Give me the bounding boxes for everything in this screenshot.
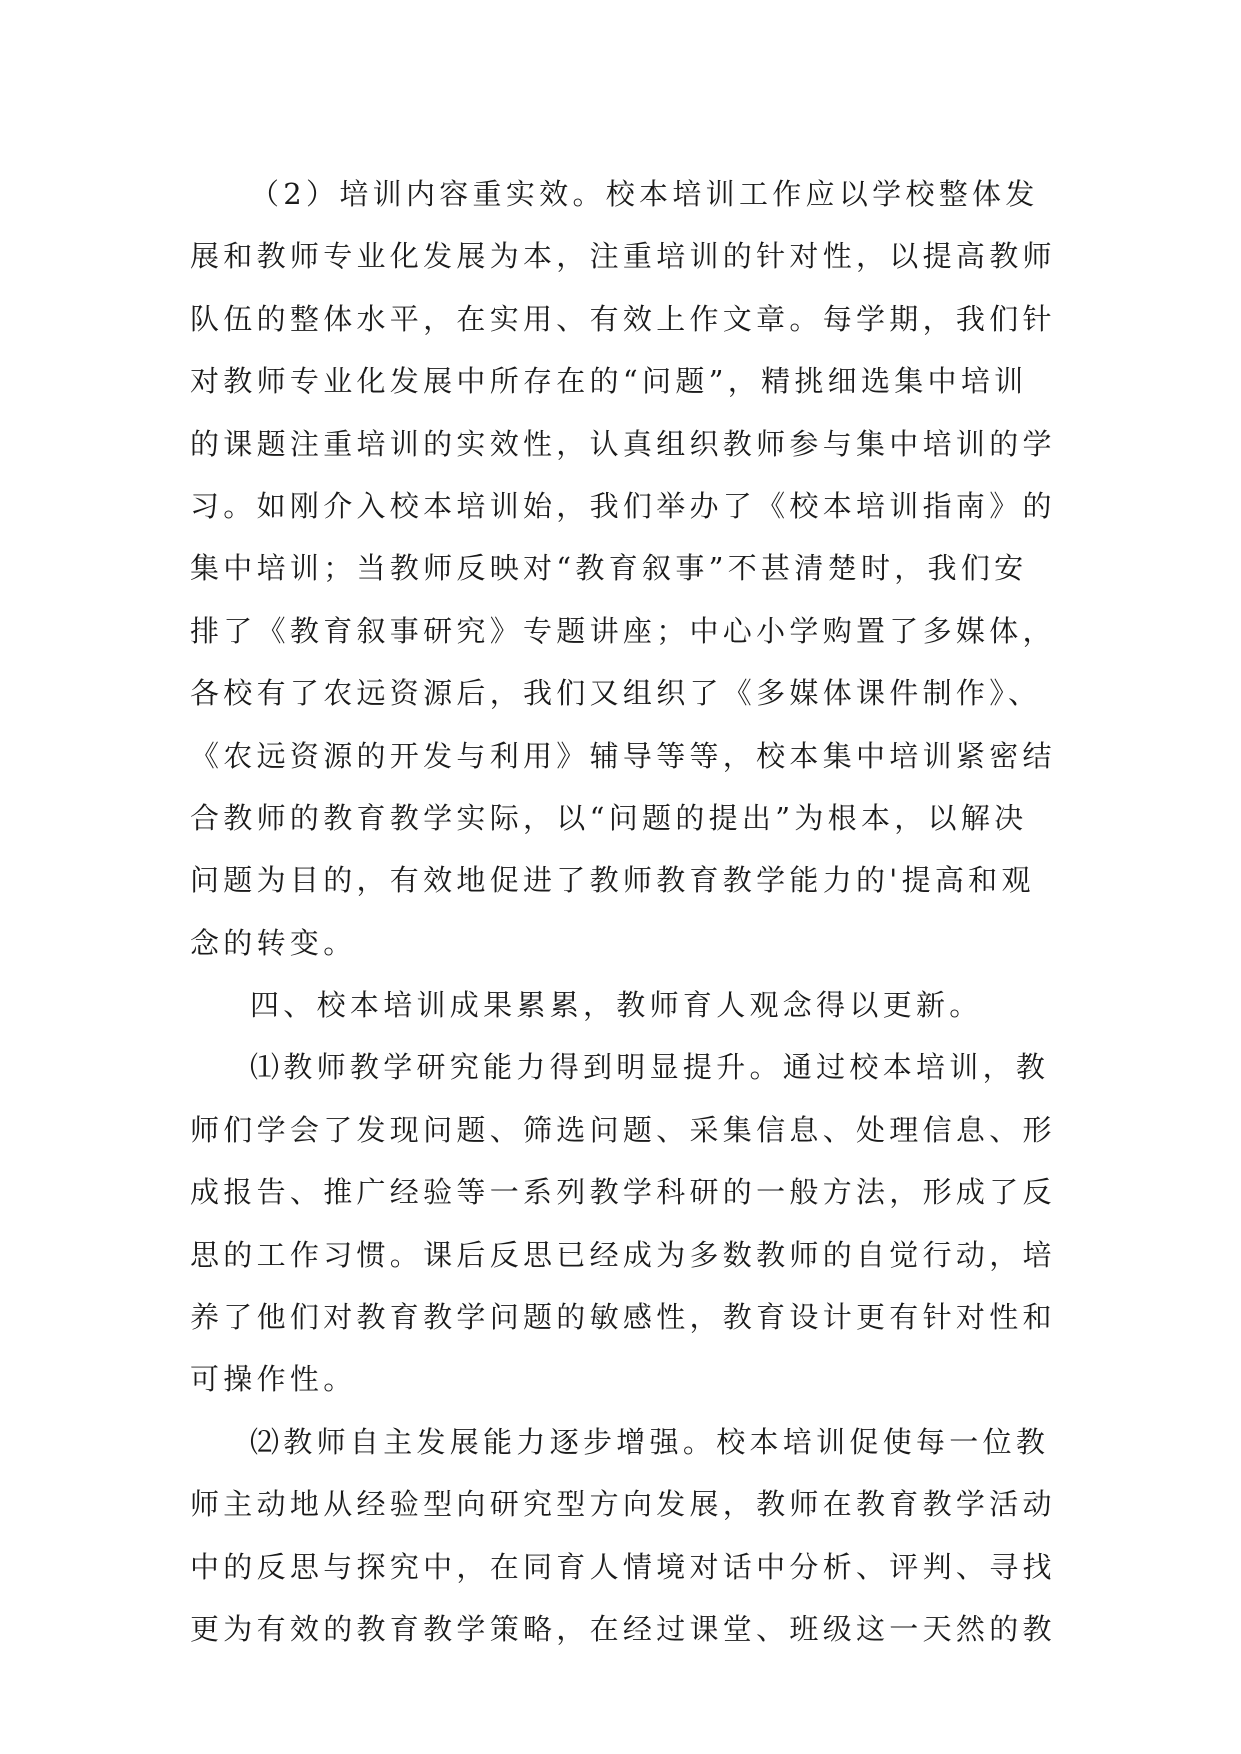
text-line: 队伍的整体水平，在实用、有效上作文章。每学期，我们针 — [190, 301, 1056, 336]
text-line: 养了他们对教育教学问题的敏感性，教育设计更有针对性和 — [190, 1300, 1056, 1335]
text-line: 对教师专业化发展中所存在的“问题”，精挑细选集中培训 — [190, 364, 1028, 399]
paragraph-training-content — [190, 163, 1070, 974]
text-line: 各校有了农远资源后，我们又组织了《多媒体课件制作》、 — [190, 676, 1042, 711]
text-line: 习。如刚介入校本培训始，我们举办了《校本培训指南》的 — [190, 488, 1056, 523]
text-line: 念的转变。 — [190, 925, 357, 960]
text-line: 的课题注重培训的实效性，认真组织教师参与集中培训的学 — [190, 426, 1056, 461]
text-line: 可操作性。 — [190, 1362, 357, 1397]
text-line: 成报告、推广经验等一系列教学科研的一般方法，形成了反 — [190, 1175, 1056, 1210]
text-line: 思的工作习惯。课后反思已经成为多数教师的自觉行动，培 — [190, 1237, 1056, 1272]
section-heading-text: 四、校本培训成果累累，教师育人观念得以更新。 — [250, 988, 983, 1023]
text-line: 更为有效的教育教学策略，在经过课堂、班级这一天然的教 — [190, 1611, 1056, 1646]
text-line: 《农远资源的开发与利用》辅导等等，校本集中培训紧密结 — [190, 738, 1056, 773]
text-line: （2）培训内容重实效。校本培训工作应以学校整体发 — [250, 177, 1039, 211]
text-line: 师们学会了发现问题、筛选问题、采集信息、处理信息、形 — [190, 1112, 1056, 1147]
paragraph-research-ability — [190, 1036, 1070, 1410]
text-line: 问题为目的，有效地促进了教师教育教学能力的'提高和观 — [190, 863, 1035, 898]
section-heading — [190, 974, 1070, 1036]
text-line: 师主动地从经验型向研究型方向发展，教师在教育教学活动 — [190, 1487, 1056, 1522]
text-line: 排了《教育叙事研究》专题讲座；中心小学购置了多媒体， — [190, 613, 1056, 648]
document-body — [190, 163, 1070, 1660]
text-line: 集中培训；当教师反映对“教育叙事”不甚清楚时，我们安 — [190, 551, 1028, 586]
text-line: ⑵教师自主发展能力逐步增强。校本培训促使每一位教 — [250, 1424, 1050, 1459]
text-line: 展和教师专业化发展为本，注重培训的针对性，以提高教师 — [190, 239, 1056, 274]
text-line: 合教师的教育教学实际，以“问题的提出”为根本，以解决 — [190, 800, 1028, 835]
paragraph-self-development — [190, 1411, 1070, 1661]
text-line: ⑴教师教学研究能力得到明显提升。通过校本培训，教 — [250, 1050, 1050, 1085]
text-line: 中的反思与探究中，在同育人情境对话中分析、评判、寻找 — [190, 1549, 1056, 1584]
